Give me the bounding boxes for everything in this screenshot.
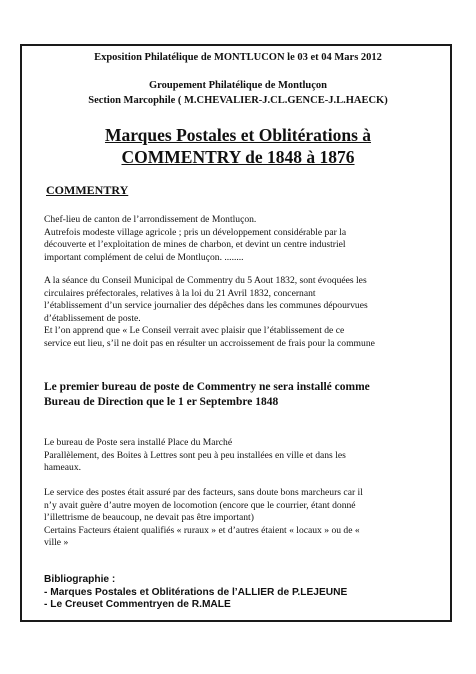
text-line: circulaires préfectorales, relatives à la loi du 21 Avril 1832, concernant — [44, 287, 316, 299]
text-line: découverte et l’exploitation de mines de charbon, et devint un centre industriel — [44, 239, 346, 250]
text-line: important complément de celui de Montluçon. ........ — [44, 251, 244, 263]
text-line: ville » — [44, 537, 69, 548]
bibliography-heading: Bibliographie : — [44, 574, 116, 585]
text-line: Le service des postes était assuré par des facteurs, sans doute bons marcheurs car il — [44, 487, 363, 498]
document-title-line1: Marques Postales et Oblitérations à — [104, 125, 372, 145]
text-line: l’établissement d’un service journalier des dépêches dans les communes dépourvues — [44, 300, 368, 311]
paragraph-intro — [44, 214, 440, 264]
text-line: Parallèlement, des Boites à Lettres sont peu à peu installées en ville et dans les — [44, 449, 346, 461]
text-line: hameaux. — [44, 462, 82, 473]
bibliography — [44, 574, 347, 612]
text-line: service eut lieu, s’il ne doit pas en résulter un accroissement de frais pour la commune — [44, 337, 375, 349]
exhibition-header: Exposition Philatélique de MONTLUCON le 03 et 04 Mars 2012 — [94, 52, 382, 63]
text-line: n’y avait guère d’autre moyen de locomotion (encore que le courrier, étant donné — [44, 499, 356, 511]
document-title-line2: COMMENTRY de 1848 à 1876 — [121, 147, 355, 167]
text-line: Autrefois modeste village agricole ; pris un développement considérable par la — [44, 226, 347, 238]
paragraph-facteurs — [44, 487, 440, 550]
bibliography-item: - Marques Postales et Oblitérations de l’ALLIER de P.LEJEUNE — [44, 586, 348, 598]
text-line: d’établissement de poste. — [44, 312, 141, 324]
paragraph-post-office — [44, 437, 440, 475]
text-line: Le bureau de Poste sera installé Place du Marché — [44, 437, 233, 448]
text-line: Certains Facteurs étaient qualifiés « ruraux » et d’autres étaient « locaux » ou de « — [44, 524, 360, 536]
bold-statement — [44, 380, 440, 410]
paragraph-council — [44, 275, 440, 350]
organizer-name: Groupement Philatélique de Montluçon — [148, 80, 328, 91]
section-heading: COMMENTRY — [46, 183, 129, 197]
text-line: Chef-lieu de canton de l’arrondissement de Montluçon. — [44, 214, 257, 225]
bibliography-item: - Le Creuset Commentryen de R.MALE — [44, 599, 231, 610]
text-line: Et l’on apprend que « Le Conseil verrait avec plaisir que l’établissement de ce — [44, 325, 345, 336]
text-line: l’illettrisme de beaucoup, ne devait pas être important) — [44, 512, 254, 523]
bold-line: Le premier bureau de poste de Commentry ne sera installé comme — [44, 381, 370, 393]
bold-line: Bureau de Direction que le 1 er Septembre 1848 — [44, 396, 279, 408]
organizer-section: Section Marcophile ( M.CHEVALIER-J.CL.GENCE-J.L.HAECK) — [88, 95, 388, 106]
text-line: A la séance du Conseil Municipal de Commentry du 5 Aout 1832, sont évoquées les — [44, 275, 367, 286]
